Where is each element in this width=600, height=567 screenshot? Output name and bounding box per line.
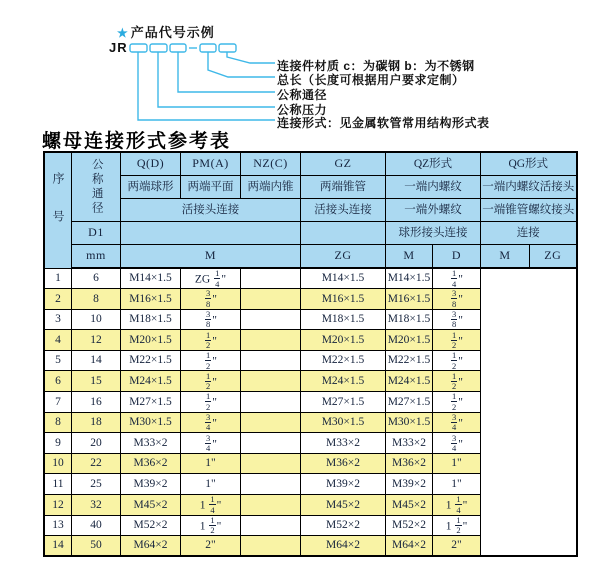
row-qz-d: M36×2 — [301, 453, 386, 474]
row-qz-m — [241, 536, 301, 557]
hdr-one-external-thread: 一端外螺纹 — [386, 199, 481, 222]
row-qg-m: M27×1.5 — [386, 392, 433, 413]
hdr-group-qd: Q(D) — [121, 152, 181, 176]
row-qz-m — [241, 495, 301, 516]
row-m-thread: M52×2 — [121, 515, 181, 536]
row-qg-zg: $\frac{1}{2}$ " — [433, 350, 481, 371]
row-nominal-diameter: 10 — [72, 309, 121, 330]
hdr-one-internal-thread: 一端内螺纹 — [386, 176, 481, 199]
row-nominal-diameter: 25 — [72, 474, 121, 495]
row-qg-m: M45×2 — [386, 495, 433, 516]
row-gz-taper: $\frac{1}{2}$ " — [181, 392, 241, 413]
row-qz-d: M24×1.5 — [301, 371, 386, 392]
table-title: 螺母连接形式参考表 — [42, 130, 232, 152]
row-qg-m: M30×1.5 — [386, 412, 433, 433]
hdr-ball-joint-connection: 球形接头连接 — [386, 222, 481, 245]
row-nominal-diameter: 8 — [72, 289, 121, 310]
row-qg-m: M14×1.5 — [386, 268, 433, 289]
hdr-dn-label: 公称通径 — [90, 158, 103, 216]
connector-line-length — [208, 52, 275, 77]
row-qz-m — [241, 309, 301, 330]
code-box-5 — [219, 44, 236, 52]
table-row — [44, 268, 577, 289]
row-qg-m: M36×2 — [386, 453, 433, 474]
code-label-material: 连接件材质 c：为碳钢 b：为不锈钢 — [277, 59, 475, 73]
row-qg-m: M16×1.5 — [386, 289, 433, 310]
row-m-thread: M27×1.5 — [121, 392, 181, 413]
row-gz-taper: 2" — [181, 536, 241, 557]
hdr-both-ball: 两端球形 — [121, 176, 181, 199]
row-qg-m: M20×1.5 — [386, 330, 433, 351]
row-qz-d: M14×1.5 — [301, 268, 386, 289]
table-row — [44, 433, 577, 454]
row-nominal-diameter: 15 — [72, 371, 121, 392]
row-gz-taper: $\frac{1}{2}$ " — [181, 371, 241, 392]
row-qz-d: M64×2 — [301, 536, 386, 557]
hdr-d1: D1 — [72, 222, 121, 245]
row-qg-zg: 1 $\frac{1}{2}$ " — [433, 515, 481, 536]
row-qg-zg: 1" — [433, 474, 481, 495]
row-qg-m: M33×2 — [386, 433, 433, 454]
row-m-thread: M18×1.5 — [121, 309, 181, 330]
row-m-thread: M22×1.5 — [121, 350, 181, 371]
row-seq: 7 — [44, 392, 72, 413]
diagram-title-text: 产品代号示例 — [130, 25, 215, 40]
hdr-unit-m1: M — [121, 245, 301, 269]
row-qg-m: M52×2 — [386, 515, 433, 536]
row-qg-zg: $\frac{3}{8}$ " — [433, 309, 481, 330]
row-m-thread: M64×2 — [121, 536, 181, 557]
row-m-thread: M45×2 — [121, 495, 181, 516]
empty-cell — [301, 222, 386, 245]
row-qg-zg: $\frac{3}{4}$ " — [433, 433, 481, 454]
row-nominal-diameter: 32 — [72, 495, 121, 516]
row-qg-zg: 1" — [433, 453, 481, 474]
row-nominal-diameter: 12 — [72, 330, 121, 351]
row-qz-d: M33×2 — [301, 433, 386, 454]
hdr-unit-d: D — [433, 245, 481, 269]
row-m-thread: M36×2 — [121, 453, 181, 474]
diagram-title — [117, 22, 215, 41]
row-qg-m: M22×1.5 — [386, 350, 433, 371]
row-gz-taper: $\frac{3}{8}$ " — [181, 309, 241, 330]
hdr-dn — [72, 152, 121, 222]
hdr-unit-m2: M — [386, 245, 433, 269]
row-qg-m: M18×1.5 — [386, 309, 433, 330]
table-row — [44, 474, 577, 495]
star-icon: ★ — [117, 26, 129, 40]
row-m-thread: M14×1.5 — [121, 268, 181, 289]
row-seq: 6 — [44, 371, 72, 392]
table-row — [44, 330, 577, 351]
hdr-both-flat: 两端平面 — [181, 176, 241, 199]
row-qz-d: M30×1.5 — [301, 412, 386, 433]
row-qz-d: M39×2 — [301, 474, 386, 495]
table-row — [44, 536, 577, 557]
code-label-connection-form: 连接形式：见金属软管常用结构形式表 — [277, 116, 490, 130]
row-nominal-diameter: 14 — [72, 350, 121, 371]
row-m-thread: M33×2 — [121, 433, 181, 454]
row-qz-m — [241, 371, 301, 392]
hdr-connection: 连接 — [481, 222, 577, 245]
hdr-seq-label: 序号 — [51, 172, 65, 249]
row-seq: 5 — [44, 350, 72, 371]
code-box-3 — [170, 44, 186, 52]
row-qz-m — [241, 289, 301, 310]
table-row — [44, 453, 577, 474]
table-row — [44, 289, 577, 310]
connector-line-pressure — [158, 52, 275, 107]
code-label-length: 总长（长度可根据用户要求定制） — [277, 73, 465, 87]
row-gz-taper: $\frac{1}{2}$ " — [181, 330, 241, 351]
row-seq: 3 — [44, 309, 72, 330]
code-label-nominal-pressure: 公称压力 — [277, 103, 328, 117]
table-row — [44, 371, 577, 392]
code-prefix: JR — [109, 40, 128, 55]
row-seq: 12 — [44, 495, 72, 516]
row-qg-zg: $\frac{3}{8}$ " — [433, 289, 481, 310]
row-seq: 11 — [44, 474, 72, 495]
hdr-union-connection: 活接头连接 — [121, 199, 301, 222]
header-row-connection — [44, 199, 577, 222]
header-row-units — [44, 245, 577, 269]
row-nominal-diameter: 18 — [72, 412, 121, 433]
row-gz-taper: 1 $\frac{1}{2}$ " — [181, 515, 241, 536]
header-row-end-types — [44, 176, 577, 199]
row-qg-zg: $\frac{1}{2}$ " — [433, 371, 481, 392]
hdr-unit-zg2: ZG — [530, 245, 577, 269]
row-gz-taper: $\frac{1}{2}$ " — [181, 350, 241, 371]
table-row — [44, 309, 577, 330]
hdr-one-internal-union: 一端内螺纹活接头 — [481, 176, 577, 199]
row-seq: 2 — [44, 289, 72, 310]
row-qz-d: M52×2 — [301, 515, 386, 536]
row-nominal-diameter: 20 — [72, 433, 121, 454]
row-qz-m — [241, 268, 301, 289]
row-m-thread: M39×2 — [121, 474, 181, 495]
code-box-2 — [150, 44, 167, 52]
row-qz-m — [241, 392, 301, 413]
row-qz-m — [241, 515, 301, 536]
hdr-both-taper-pipe: 两端锥管 — [301, 176, 386, 199]
hdr-taper-thread-joint: 一端锥管螺纹接头 — [481, 199, 577, 222]
row-qz-m — [241, 350, 301, 371]
row-qz-d: M18×1.5 — [301, 309, 386, 330]
row-seq: 8 — [44, 412, 72, 433]
row-gz-taper: 1" — [181, 453, 241, 474]
row-nominal-diameter: 16 — [72, 392, 121, 413]
row-m-thread: M16×1.5 — [121, 289, 181, 310]
row-seq: 10 — [44, 453, 72, 474]
hdr-group-qg: QG形式 — [481, 152, 577, 176]
row-qg-m: M39×2 — [386, 474, 433, 495]
row-m-thread: M24×1.5 — [121, 371, 181, 392]
hdr-both-inner-cone: 两端内锥 — [241, 176, 301, 199]
row-gz-taper: $\frac{3}{4}$ " — [181, 433, 241, 454]
row-gz-taper: ZG $\frac{1}{4}$ " — [181, 268, 241, 289]
row-qg-zg: 2" — [433, 536, 481, 557]
row-qg-zg: $\frac{1}{2}$ " — [433, 330, 481, 351]
row-nominal-diameter: 6 — [72, 268, 121, 289]
hdr-group-pma: PM(A) — [181, 152, 241, 176]
code-box-4 — [200, 44, 216, 52]
row-seq: 4 — [44, 330, 72, 351]
table-row — [44, 495, 577, 516]
row-nominal-diameter: 40 — [72, 515, 121, 536]
row-m-thread: M30×1.5 — [121, 412, 181, 433]
row-seq: 14 — [44, 536, 72, 557]
row-gz-taper: $\frac{3}{8}$ " — [181, 289, 241, 310]
row-seq: 1 — [44, 268, 72, 289]
row-qz-d: M45×2 — [301, 495, 386, 516]
row-m-thread: M20×1.5 — [121, 330, 181, 351]
hdr-unit-zg1: ZG — [301, 245, 386, 269]
row-gz-taper: 1 $\frac{1}{4}$ " — [181, 495, 241, 516]
table-row — [44, 515, 577, 536]
row-seq: 9 — [44, 433, 72, 454]
table-row — [44, 350, 577, 371]
row-gz-taper: 1" — [181, 474, 241, 495]
row-qg-m: M24×1.5 — [386, 371, 433, 392]
row-qz-d: M27×1.5 — [301, 392, 386, 413]
table-row — [44, 392, 577, 413]
empty-cell — [121, 222, 301, 245]
hdr-union-connection-gz: 活接头连接 — [301, 199, 386, 222]
hdr-group-nzc: NZ(C) — [241, 152, 301, 176]
header-row-d1 — [44, 222, 577, 245]
code-box-1 — [130, 44, 147, 52]
row-qg-zg: $\frac{3}{4}$ " — [433, 412, 481, 433]
row-gz-taper: $\frac{3}{4}$ " — [181, 412, 241, 433]
hdr-group-qz: QZ形式 — [386, 152, 481, 176]
row-qg-zg: 1 $\frac{1}{4}$ " — [433, 495, 481, 516]
hdr-mm: mm — [72, 245, 121, 269]
row-nominal-diameter: 22 — [72, 453, 121, 474]
table-row — [44, 412, 577, 433]
row-qz-m — [241, 433, 301, 454]
nut-connection-reference-table — [43, 151, 578, 557]
row-qz-d: M16×1.5 — [301, 289, 386, 310]
hdr-unit-m3: M — [481, 245, 530, 269]
row-nominal-diameter: 50 — [72, 536, 121, 557]
row-qz-d: M20×1.5 — [301, 330, 386, 351]
row-qz-m — [241, 474, 301, 495]
hdr-seq — [44, 152, 72, 268]
row-qg-m: M64×2 — [386, 536, 433, 557]
row-qz-m — [241, 330, 301, 351]
header-row-groups — [44, 152, 577, 176]
row-qg-zg: $\frac{1}{4}$ " — [433, 268, 481, 289]
row-qg-zg: $\frac{1}{2}$ " — [433, 392, 481, 413]
row-qz-m — [241, 412, 301, 433]
connector-line-dn — [178, 52, 275, 92]
row-qz-d: M22×1.5 — [301, 350, 386, 371]
code-label-nominal-diameter: 公称通径 — [277, 88, 328, 102]
row-seq: 13 — [44, 515, 72, 536]
connector-line-material — [227, 52, 275, 63]
row-qz-m — [241, 453, 301, 474]
hdr-group-gz: GZ — [301, 152, 386, 176]
